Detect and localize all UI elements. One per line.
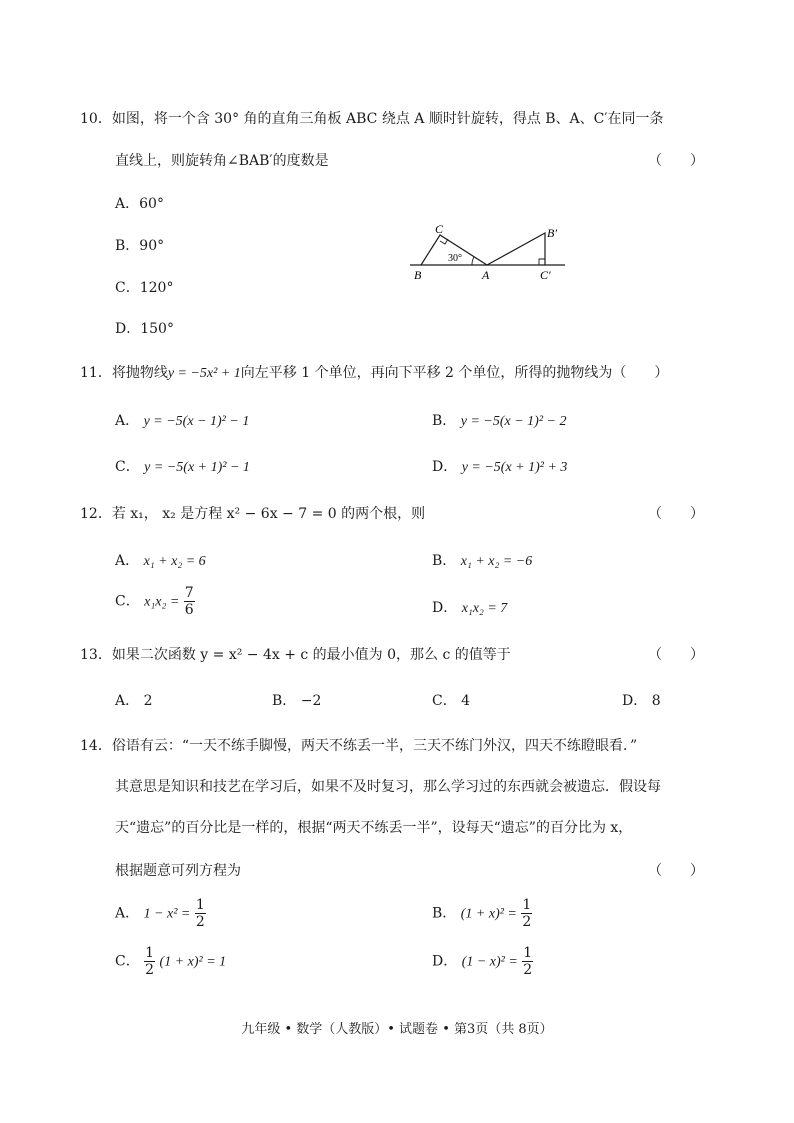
label-c-prime: C′ xyxy=(540,268,551,282)
q13-stem: 13．如果二次函数 y = x² − 4x + c 的最小值为 0，那么 c 的值等于 xyxy=(80,647,511,663)
q10-line1 xyxy=(80,108,664,128)
page-footer: 九年级 • 数学（人教版）• 试题卷 • 第3页（共 8页） xyxy=(241,1022,553,1037)
q14-number: 14． xyxy=(80,738,112,754)
q11-option-a: A． y = −5(x − 1)² − 1 xyxy=(115,413,250,429)
q14-line2: 其意思是知识和技艺在学习后，如果不及时复习，那么学习过的东西就会被遗忘．假设每 xyxy=(115,779,661,795)
q14-line1: 14．俗语有云：“一天不练手脚慢，两天不练丢一半，三天不练门外汉，四天不练瞪眼看．” xyxy=(80,738,638,754)
q13-answer-paren: （ ） xyxy=(648,647,704,663)
q12-option-b: B． x₁ + x₂ = −6 xyxy=(432,553,533,569)
q13-option-a: A． 2 xyxy=(115,693,153,709)
q12-number: 12． xyxy=(80,506,112,522)
q14-option-c: C． $\frac{1}{2}$ (1 + x)² = 1 xyxy=(115,945,227,978)
q12-answer-paren: （ ） xyxy=(648,506,704,522)
label-b: B xyxy=(414,268,422,282)
q10-stem-line2: 直线上，则旋转角∠BAB′的度数是 xyxy=(115,153,329,169)
q10-option-b: B．90° xyxy=(115,238,165,254)
q11-option-d: D． y = −5(x + 1)² + 3 xyxy=(432,459,568,475)
right-angle-mark-c-prime xyxy=(539,259,545,265)
fraction-7-6: $\frac{7}{6}$ xyxy=(184,585,194,618)
angle-label: 30° xyxy=(448,253,462,264)
q12-option-a: A． x₁ + x₂ = 6 xyxy=(115,553,206,569)
fraction-1-2: $\frac{1}{2}$ xyxy=(522,897,532,930)
q10-answer-paren: （ ） xyxy=(648,153,704,169)
label-b-prime: B′ xyxy=(547,226,557,240)
q14-option-a: A． 1 − x² = $\frac{1}{2}$ xyxy=(115,897,205,930)
q11-equation: y = −5x² + 1 xyxy=(167,366,241,381)
label-a: A xyxy=(482,268,490,282)
q10-stem-line1: 如图，将一个含 30° 角的直角三角板 ABC 绕点 A 顺时针旋转，得点 B、A、C′在同一条 xyxy=(111,111,664,127)
q10-option-d: D．150° xyxy=(115,321,174,337)
q14-answer-paren: （ ） xyxy=(648,863,704,879)
angle-arc-a xyxy=(472,257,474,265)
q10-option-a: A．60° xyxy=(115,196,164,212)
q13-option-d: D． 8 xyxy=(622,693,661,709)
q14-option-d: D． (1 − x)² = $\frac{1}{2}$ xyxy=(432,945,533,978)
q12-stem: 12．若 x₁， x₂ 是方程 x² − 6x − 7 = 0 的两个根，则 xyxy=(80,506,426,522)
q11-option-b: B． y = −5(x − 1)² − 2 xyxy=(432,413,567,429)
q13-option-b: B． −2 xyxy=(272,693,322,709)
q14-line4: 根据题意可列方程为 xyxy=(115,863,241,879)
q10-option-c: C．120° xyxy=(115,280,174,296)
q12-option-c: C． x₁x₂ = $\frac{7}{6}$ xyxy=(115,585,194,618)
q11-option-c: C． y = −5(x + 1)² − 1 xyxy=(115,459,250,475)
q11-stem: 11．将抛物线y = −5x² + 1向左平移 1 个单位，再向下平移 2 个单位，所得的抛物线为（ ） xyxy=(80,365,669,381)
q14-option-b: B． (1 + x)² = $\frac{1}{2}$ xyxy=(432,897,532,930)
q13-option-c: C． 4 xyxy=(432,693,471,709)
q11-number: 11． xyxy=(80,365,112,381)
q12-option-d: D． x₁x₂ = 7 xyxy=(432,600,508,616)
fraction-1-2: $\frac{1}{2}$ xyxy=(523,945,533,978)
q14-line3: 天“遗忘”的百分比是一样的，根据“两天不练丢一半”，设每天“遗忘”的百分比为 x， xyxy=(115,820,633,836)
label-c: C xyxy=(435,222,444,236)
q10-number: 10． xyxy=(80,111,112,127)
fraction-1-2: $\frac{1}{2}$ xyxy=(145,945,155,978)
triangle-ab-prime-c-prime xyxy=(487,233,545,265)
fraction-1-2: $\frac{1}{2}$ xyxy=(195,897,205,930)
q10-triangle-figure xyxy=(400,215,580,285)
q13-number: 13． xyxy=(80,647,112,663)
